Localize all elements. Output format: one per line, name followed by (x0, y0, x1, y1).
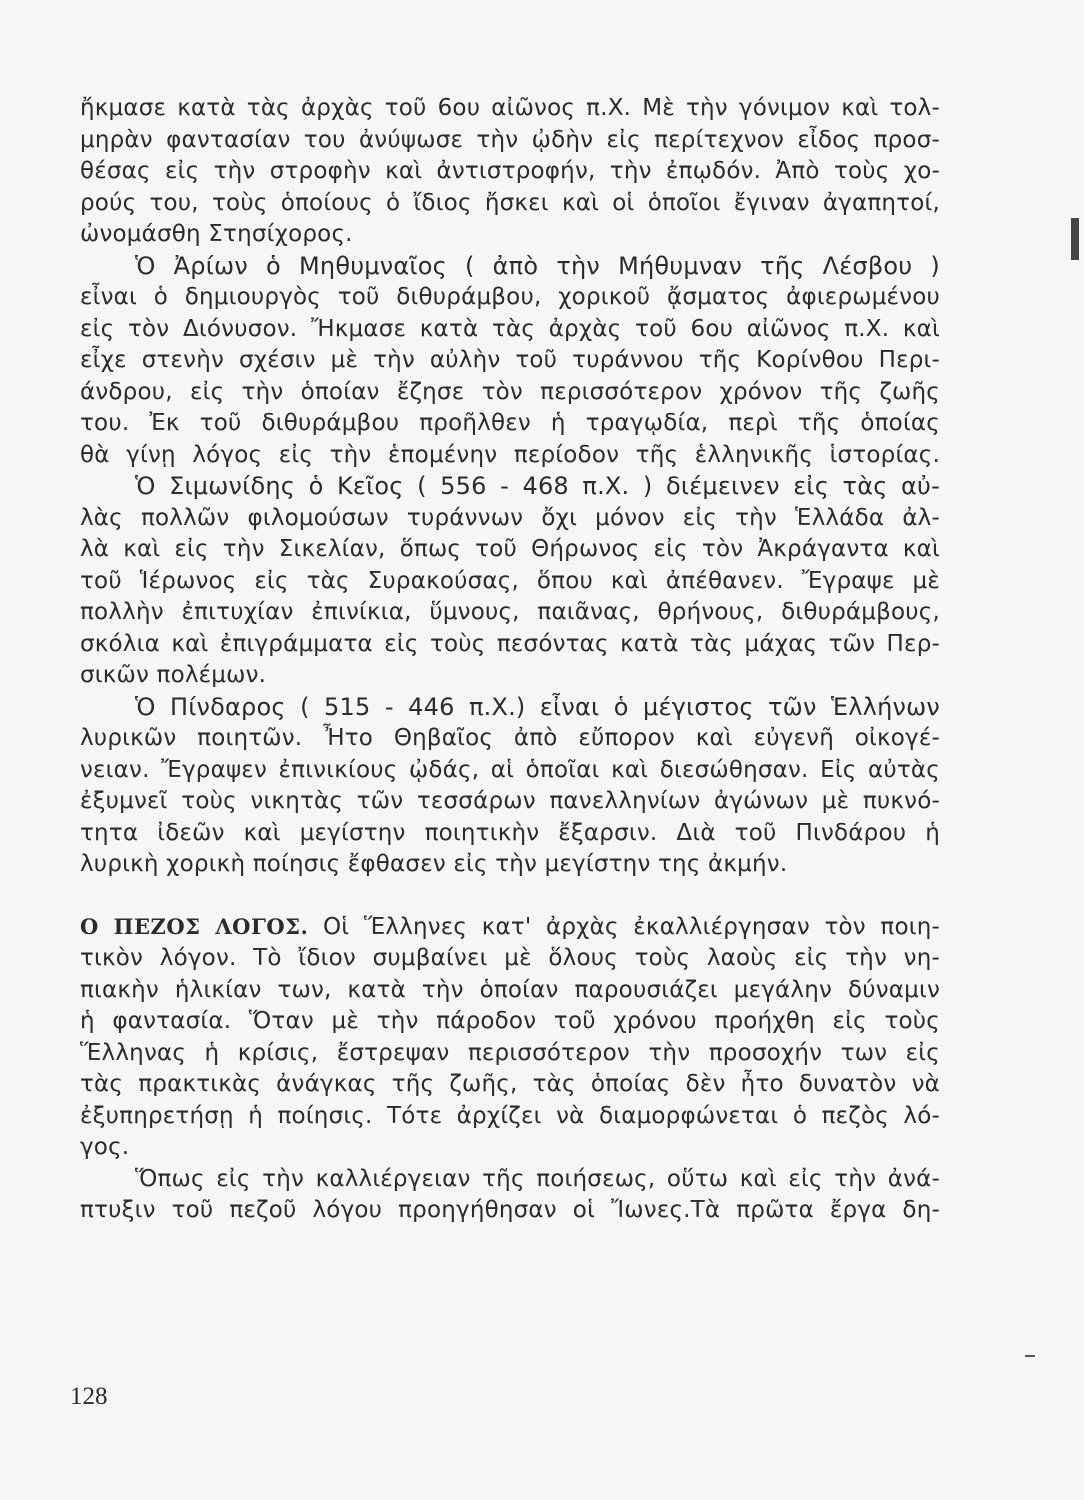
text-line: μηρὰν φαντασίαν του ἀνύψωσε τὴν ᾠδὴν εἰς περίτεχνον εἶδος προσ- (80, 126, 940, 153)
text-line: Οἱ Ἕλληνες κατ' ἀρχὰς ἐκαλλιέργησαν τὸν ποιη- (322, 913, 940, 940)
body-text (80, 93, 940, 1227)
text-line: Ὁ Πίνδαρος ( 515 - 446 π.Χ.) εἶναι ὁ μέγιστος τῶν Ἑλλήνων (135, 692, 940, 721)
text-line: πτυξιν τοῦ πεζοῦ λόγου προηγήθησαν οἱ Ἴωνες.Τὰ πρῶτα ἔργα δη- (80, 1197, 940, 1223)
text-line: σικῶν πολέμων. (80, 662, 267, 688)
text-line: θέσας εἰς τὴν στροφὴν καὶ ἀντιστροφήν, τὴν ἐπῳδόν. Ἀπὸ τοὺς χο- (80, 158, 940, 184)
text-line: Ὁ Ἀρίων ὁ Μηθυμναῖος ( ἀπὸ τὴν Μήθυμναν τῆς Λέσβου ) (135, 251, 940, 280)
text-line: θὰ γίνῃ λόγος εἰς τὴν ἑπομένην περίοδον τῆς ἑλληνικῆς ἱστορίας. (80, 441, 940, 468)
text-line: Ὅπως εἰς τὴν καλλιέργειαν τῆς ποιήσεως, οὕτω καὶ εἰς τὴν ἀνά- (135, 1165, 940, 1192)
text-line: λυρικῶν ποιητῶν. Ἦτο Θηβαῖος ἀπὸ εὔπορον καὶ εὐγενῆ οἰκογέ- (80, 725, 940, 751)
text-line: εἶχε στενὴν σχέσιν μὲ τὴν αὐλὴν τοῦ τυράννου τῆς Κορίνθου Περι- (80, 347, 940, 373)
text-line: λὰς πολλῶν φιλομούσων τυράννων ὄχι μόνον εἰς τὴν Ἑλλάδα ἀλ- (80, 504, 940, 531)
text-line: σκόλια καὶ ἐπιγράμματα εἰς τοὺς πεσόντας κατὰ τὰς μάχας τῶν Περ- (80, 630, 940, 657)
text-line: εἰς τὸν Διόνυσον. Ἤκμασε κατὰ τὰς ἀρχὰς τοῦ 6ου αἰῶνος π.Χ. καὶ (80, 315, 940, 342)
prose-heading-line (80, 911, 940, 944)
text-line: εἶναι ὁ δημιουργὸς τοῦ διθυράμβου, χορικοῦ ᾄσματος ἀφιερωμένου (80, 284, 940, 310)
text-line: Ἕλληνας ἡ κρίσις, ἔστρεψαν περισσότερον τὴν προσοχήν των εἰς (80, 1039, 940, 1066)
text-line: του. Ἐκ τοῦ διθυράμβου προῆλθεν ἡ τραγῳδία, περὶ τῆς ὁποίας (80, 410, 940, 436)
text-line: τοῦ Ἱέρωνος εἰς τὰς Συρακούσας, ὅπου καὶ ἀπέθανεν. Ἔγραψε μὲ (80, 567, 940, 594)
text-line: γος. (80, 1134, 130, 1160)
text-line: τὰς πρακτικὰς ἀνάγκας τῆς ζωῆς, τὰς ὁποίας δὲν ἦτο δυνατὸν νὰ (80, 1071, 940, 1097)
text-line: νειαν. Ἔγραψεν ἐπινικίους ᾠδάς, αἱ ὁποῖαι καὶ διεσώθησαν. Εἰς αὐτὰς (80, 756, 940, 783)
margin-mark (1071, 218, 1079, 260)
text-line: Ὁ Σιμωνίδης ὁ Κεῖος ( 556 - 468 π.Χ. ) διέμεινεν εἰς τὰς αὐ- (135, 472, 940, 500)
text-line: άνδρου, εἰς τὴν ὁποίαν ἔζησε τὸν περισσότερον χρόνον τῆς ζωῆς (80, 378, 940, 405)
dash-mark (1025, 1355, 1035, 1357)
section-heading: Ο ΠΕΖΟΣ ΛΟΓΟΣ. (80, 913, 309, 939)
text-line: λὰ καὶ εἰς τὴν Σικελίαν, ὅπως τοῦ Θήρωνος εἰς τὸν Ἀκράγαντα καὶ (80, 536, 940, 562)
text-line: ἐξυμνεῖ τοὺς νικητὰς τῶν τεσσάρων πανελληνίων ἀγώνων μὲ πυκνό- (80, 788, 940, 814)
text-line: τικὸν λόγον. Τὸ ἴδιον συμβαίνει μὲ ὅλους τοὺς λαοὺς εἰς τὴν νη- (80, 945, 940, 971)
text-line: ἤκμασε κατὰ τὰς ἀρχὰς τοῦ 6ου αἰῶνος π.Χ. Μὲ τὴν γόνιμον καὶ τολ- (80, 95, 940, 121)
text-line: ἐξυπηρετήσῃ ἡ ποίησις. Τότε ἀρχίζει νὰ διαμορφώνεται ὁ πεζὸς λό- (80, 1102, 940, 1129)
page-number: 128 (70, 1383, 108, 1410)
text-line: πιακὴν ἡλικίαν των, κατὰ τὴν ὁποίαν παρουσιάζει μεγάλην δύναμιν (80, 976, 940, 1003)
text-line: τητα ἰδεῶν καὶ μεγίστην ποιητικὴν ἔξαρσιν. Διὰ τοῦ Πινδάρου ἡ (80, 819, 940, 846)
text-line: λυρικὴ χορικὴ ποίησις ἔφθασεν εἰς τὴν μεγίστην της ἀκμήν. (80, 851, 788, 877)
text-line: πολλὴν ἐπιτυχίαν ἐπινίκια, ὕμνους, παιᾶνας, θρήνους, διθυράμβους, (80, 599, 940, 625)
text-line: ἡ φαντασία. Ὅταν μὲ τὴν πάροδον τοῦ χρόνου προήχθη εἰς τοὺς (80, 1008, 940, 1034)
text-line: ὠνομάσθη Στησίχορος. (80, 221, 353, 247)
text-line: ρούς του, τοὺς ὁποίους ὁ ἴδιος ἤσκει καὶ οἱ ὁποῖοι ἔγιναν ἀγαπητοί, (80, 189, 940, 216)
